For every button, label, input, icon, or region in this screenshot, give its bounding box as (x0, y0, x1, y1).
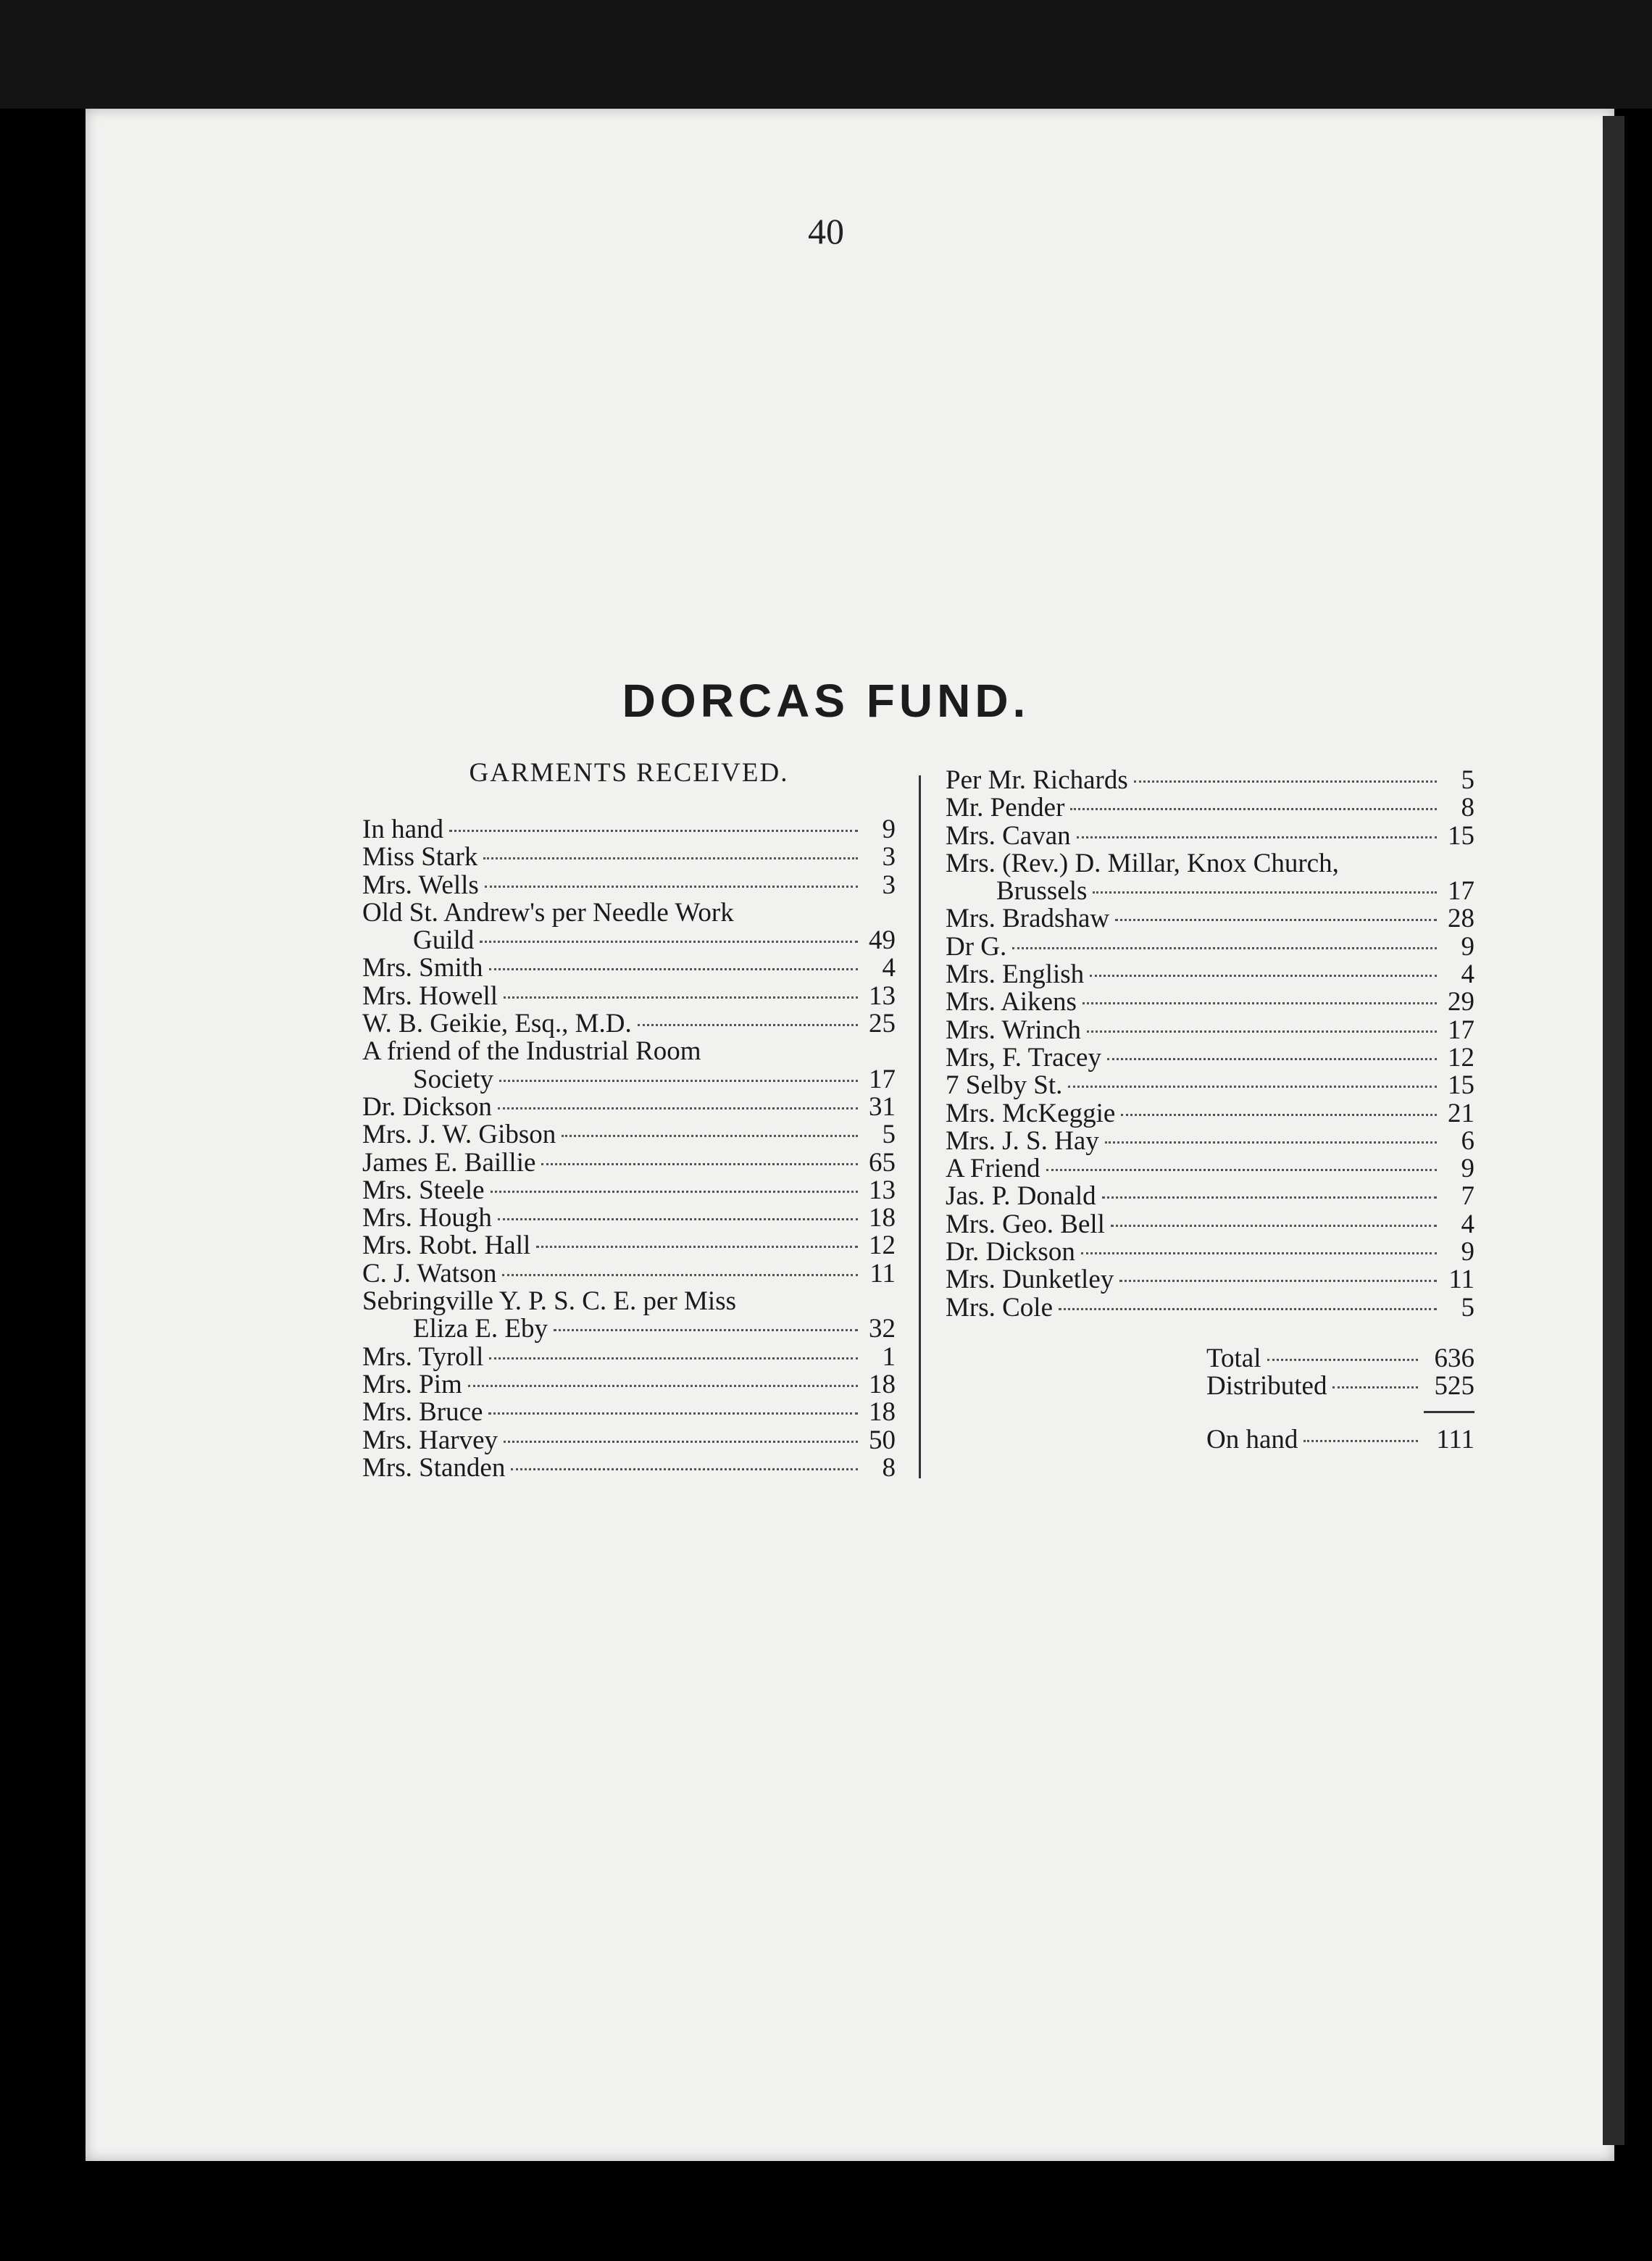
list-item (362, 1232, 896, 1259)
entry-name: Mrs. Hough (362, 1203, 492, 1233)
entry-value: 25 (869, 1009, 896, 1039)
list-item (946, 767, 1474, 794)
list-item (362, 1204, 896, 1232)
distributed-row (1206, 1373, 1474, 1400)
entry-name: Mrs. Robt. Hall (362, 1231, 531, 1261)
leader-dots (1105, 1141, 1437, 1144)
list-item (946, 1155, 1474, 1183)
entry-name: Mrs. Dunketley (946, 1265, 1114, 1295)
leader-dots (1119, 1280, 1437, 1282)
list-item (362, 1091, 896, 1122)
leader-dots (485, 886, 858, 888)
leader-dots (468, 1385, 858, 1387)
entry-value: 15 (1448, 1070, 1474, 1101)
list-item (946, 1100, 1474, 1128)
entry-name: Dr. Dickson (946, 1237, 1075, 1267)
entry-value: 29 (1448, 987, 1474, 1017)
leader-dots (504, 1441, 858, 1443)
entry-value: 65 (869, 1147, 896, 1178)
entry-name: 7 Selby St. (946, 1070, 1063, 1101)
leader-dots (638, 1024, 858, 1026)
list-item (362, 1066, 896, 1094)
entry-value: 9 (1461, 1154, 1474, 1184)
list-item (362, 1149, 896, 1177)
entry-name: Mrs. Howell (362, 980, 498, 1011)
list-item (362, 1427, 896, 1454)
scan-border-top (0, 0, 1652, 109)
entry-name: Mrs. Harvey (362, 1425, 498, 1455)
list-item (946, 1183, 1474, 1210)
entry-first-line: Mrs. (Rev.) D. Millar, Knox Church, (946, 848, 1339, 878)
entry-value: 12 (869, 1231, 896, 1261)
entry-first-line: Old St. Andrew's per Needle Work (362, 897, 734, 928)
entry-value: 5 (1461, 765, 1474, 795)
leader-dots (488, 1412, 858, 1415)
entry-value: 18 (869, 1369, 896, 1399)
list-item (362, 1010, 896, 1038)
total-label: Total (1206, 1343, 1261, 1373)
leader-dots (1087, 1030, 1437, 1033)
list-item (946, 1017, 1474, 1044)
left-column (362, 757, 896, 1482)
entry-name: Mrs. Wells (362, 870, 479, 900)
entry-name: Mrs. Geo. Bell (946, 1209, 1105, 1239)
right-column (946, 767, 1474, 1454)
entry-value: 32 (869, 1314, 896, 1344)
leader-dots (554, 1329, 858, 1331)
leader-dots (1012, 947, 1437, 949)
leader-dots (491, 1191, 858, 1193)
leader-dots (1093, 891, 1437, 894)
entry-name: Society (413, 1064, 493, 1094)
entry-value: 13 (869, 980, 896, 1011)
column-divider (919, 775, 921, 1478)
list-item (946, 988, 1474, 1016)
entry-name: Mrs. Steele (362, 1175, 485, 1205)
leader-dots (449, 830, 858, 832)
list-item (362, 872, 896, 899)
leader-dots (1111, 1225, 1437, 1227)
leader-dots (489, 1357, 858, 1359)
leader-dots (489, 968, 858, 970)
entry-value: 3 (882, 842, 896, 873)
list-item (362, 1260, 896, 1288)
sum-rule (1424, 1411, 1474, 1413)
list-item (946, 1238, 1474, 1266)
entry-value: 8 (882, 1452, 896, 1483)
leader-dots (562, 1135, 858, 1137)
entry-name: Guild (413, 925, 475, 956)
leader-dots (1059, 1308, 1437, 1310)
entry-name: C. J. Watson (362, 1258, 497, 1288)
entry-value: 21 (1448, 1098, 1474, 1128)
distributed-value: 525 (1434, 1371, 1474, 1402)
entry-value: 9 (1461, 931, 1474, 962)
list-item (362, 980, 896, 1011)
leader-dots (1267, 1359, 1419, 1361)
page-number: 40 (808, 211, 844, 251)
list-item (362, 844, 896, 871)
list-item (946, 820, 1474, 851)
entry-name: Mrs. Smith (362, 953, 483, 983)
entry-name: In hand (362, 815, 443, 844)
list-item (946, 1072, 1474, 1099)
list-item (362, 1177, 896, 1204)
entry-name: Dr. Dickson (362, 1091, 492, 1122)
list-item (362, 1121, 896, 1149)
entry-name: Mrs. J. S. Hay (946, 1125, 1099, 1156)
entry-name: Mrs, F. Tracey (946, 1042, 1101, 1073)
list-item (946, 1125, 1474, 1156)
total-value: 636 (1434, 1343, 1474, 1373)
leader-dots (504, 996, 858, 999)
list-item (362, 1341, 896, 1372)
leader-dots (502, 1274, 858, 1276)
leader-dots (1070, 808, 1437, 810)
entry-value: 17 (869, 1064, 896, 1094)
list-item (362, 1399, 896, 1426)
entry-value: 18 (869, 1397, 896, 1428)
entry-name: Brussels (996, 876, 1088, 907)
leader-dots (480, 941, 858, 943)
entry-first-line: Sebringville Y. P. S. C. E. per Miss (362, 1286, 736, 1317)
entry-value: 3 (882, 870, 896, 900)
distributed-label: Distributed (1206, 1371, 1327, 1402)
leader-dots (511, 1468, 858, 1470)
entry-value: 49 (869, 925, 896, 956)
leader-dots (1046, 1169, 1437, 1171)
list-item (362, 927, 896, 954)
entry-value: 6 (1461, 1125, 1474, 1156)
entry-name: Mrs. McKeggie (946, 1098, 1116, 1128)
leader-dots (1090, 975, 1437, 977)
leader-dots (541, 1163, 858, 1165)
entry-name: Mrs. Cavan (946, 820, 1071, 851)
entry-value: 4 (882, 953, 896, 983)
on-hand-label: On hand (1206, 1424, 1298, 1454)
entry-name: Dr G. (946, 931, 1007, 962)
on-hand-value: 111 (1436, 1424, 1474, 1454)
entry-value: 9 (882, 815, 896, 844)
entry-name: Mrs. Cole (946, 1292, 1053, 1323)
entry-first-line: A friend of the Industrial Room (362, 1036, 701, 1067)
leader-dots (499, 1080, 858, 1082)
on-hand-row (1206, 1426, 1474, 1454)
entry-value: 12 (1448, 1042, 1474, 1073)
leader-dots (1121, 1114, 1437, 1116)
leader-dots (1115, 919, 1437, 921)
entry-value: 13 (869, 1175, 896, 1205)
list-item (946, 1266, 1474, 1294)
entry-name: Mrs. J. W. Gibson (362, 1120, 556, 1150)
entry-name: Mrs. Bruce (362, 1397, 483, 1428)
leader-dots (536, 1246, 858, 1248)
leader-dots (1102, 1196, 1437, 1199)
entry-name: Eliza E. Eby (413, 1314, 548, 1344)
entry-name: Mrs. Pim (362, 1369, 462, 1399)
entry-value: 11 (869, 1258, 896, 1288)
list-item (946, 933, 1474, 961)
leader-dots (498, 1107, 858, 1109)
entry-name: Mrs. Tyroll (362, 1341, 484, 1372)
leader-dots (1068, 1086, 1437, 1088)
page-edge (1603, 116, 1624, 2145)
totals-block (1206, 1345, 1474, 1454)
entry-name: Mrs. English (946, 959, 1085, 990)
entry-value: 5 (882, 1120, 896, 1150)
entry-name: Mrs. Wrinch (946, 1015, 1081, 1045)
leader-dots (1332, 1386, 1418, 1388)
list-item (362, 954, 896, 982)
entry-value: 8 (1461, 793, 1474, 823)
left-entry-list (362, 816, 896, 1482)
leader-dots (498, 1218, 858, 1220)
list-item (362, 816, 896, 844)
entry-value: 1 (882, 1341, 896, 1372)
column-heading: GARMENTS RECEIVED. (469, 758, 789, 788)
leader-dots (1081, 1252, 1437, 1254)
entry-name: Jas. P. Donald (946, 1181, 1096, 1212)
leader-dots (1303, 1440, 1418, 1442)
entry-name: Mrs. Aikens (946, 987, 1077, 1017)
entry-value: 18 (869, 1203, 896, 1233)
list-item (362, 1454, 896, 1482)
list-item (946, 961, 1474, 988)
list-item (946, 1044, 1474, 1072)
entry-name: Per Mr. Richards (946, 765, 1128, 795)
entry-value: 50 (869, 1425, 896, 1455)
leader-dots (1082, 1002, 1437, 1004)
entry-name: Miss Stark (362, 842, 478, 873)
leader-dots (1077, 836, 1437, 838)
entry-value: 28 (1448, 904, 1474, 934)
list-item (946, 1294, 1474, 1322)
list-item (362, 1371, 896, 1399)
entry-value: 17 (1448, 876, 1474, 907)
leader-dots (1107, 1058, 1437, 1060)
entry-value: 11 (1448, 1265, 1474, 1295)
entry-value: 15 (1448, 820, 1474, 851)
entry-name: W. B. Geikie, Esq., M.D. (362, 1009, 632, 1039)
right-entry-list (946, 767, 1474, 1322)
entry-name: James E. Baillie (362, 1147, 536, 1178)
list-item (362, 1315, 896, 1343)
list-item (946, 878, 1474, 905)
entry-value: 7 (1461, 1181, 1474, 1212)
entry-name: Mr. Pender (946, 793, 1065, 823)
entry-name: Mrs. Bradshaw (946, 904, 1110, 934)
entry-value: 5 (1461, 1292, 1474, 1323)
entry-value: 17 (1448, 1015, 1474, 1045)
entry-value: 31 (869, 1091, 896, 1122)
total-row (1206, 1345, 1474, 1373)
entry-value: 9 (1461, 1237, 1474, 1267)
list-item (946, 1211, 1474, 1238)
leader-dots (483, 857, 858, 859)
entry-name: A Friend (946, 1154, 1040, 1184)
page-title: DORCAS FUND. (622, 675, 1030, 727)
list-item (946, 794, 1474, 822)
entry-value: 4 (1461, 959, 1474, 990)
leader-dots (1134, 780, 1437, 783)
entry-name: Mrs. Standen (362, 1452, 506, 1483)
entry-value: 4 (1461, 1209, 1474, 1239)
list-item (946, 905, 1474, 933)
